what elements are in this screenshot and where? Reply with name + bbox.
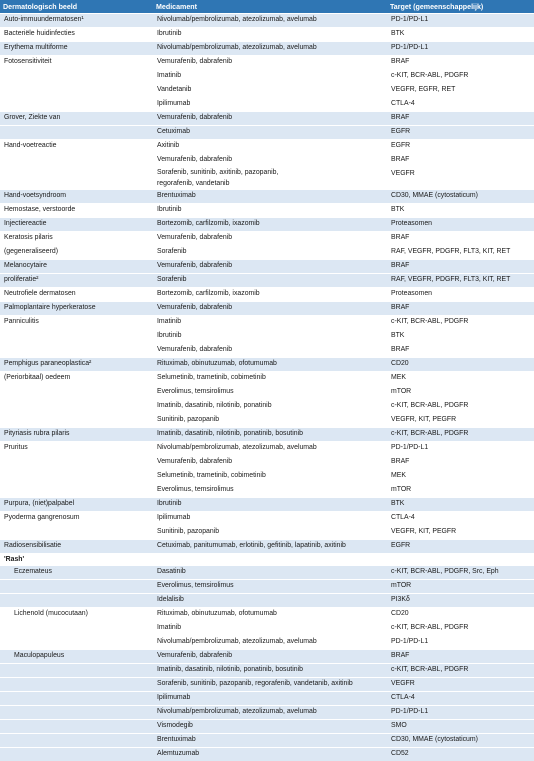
cell-medicament: Ipilimumab [153, 98, 387, 112]
cell-medicament: Imatinib, dasatinib, nilotinib, ponatinib [153, 400, 387, 414]
cell-medicament: Everolimus, temsirolimus [153, 386, 387, 400]
cell-dermatologisch-beeld [0, 678, 153, 692]
table-row [0, 302, 534, 316]
cell-target: BRAF [387, 302, 534, 316]
cell-dermatologisch-beeld: Melanocytaire [0, 260, 153, 274]
cell-medicament: Vemurafenib, dabrafenib [153, 302, 387, 316]
cell-dermatologisch-beeld [0, 168, 153, 190]
cell-target: c-KIT, BCR-ABL, PDGFR [387, 664, 534, 678]
cell-medicament: Everolimus, temsirolimus [153, 484, 387, 498]
cell-target: mTOR [387, 484, 534, 498]
cell-medicament: Bortezomib, carfilzomib, ixazomib [153, 218, 387, 232]
table-row [0, 400, 534, 414]
medicament-line: Sorafenib, sunitinib, axitinib, pazopanib, [157, 168, 384, 179]
cell-dermatologisch-beeld: Injectiereactie [0, 218, 153, 232]
table-row [0, 14, 534, 28]
table-row [0, 636, 534, 650]
table-row [0, 232, 534, 246]
cell-medicament: Rituximab, obinutuzumab, ofotumumab [153, 608, 387, 622]
cell-target: BRAF [387, 56, 534, 70]
cell-medicament: Vemurafenib, dabrafenib [153, 260, 387, 274]
table-row [0, 498, 534, 512]
cell-target: BRAF [387, 260, 534, 274]
cell-target: CTLA-4 [387, 692, 534, 706]
cell-medicament: Vemurafenib, dabrafenib [153, 650, 387, 664]
cell-dermatologisch-beeld: (gegeneraliseerd) [0, 246, 153, 260]
table-row [0, 594, 534, 608]
cell-target: BRAF [387, 154, 534, 168]
cell-dermatologisch-beeld [0, 98, 153, 112]
cell-medicament: Rituximab, obinutuzumab, ofotumumab [153, 358, 387, 372]
cell-medicament: Everolimus, temsirolimus [153, 580, 387, 594]
cell-target: EGFR [387, 140, 534, 154]
cell-target: PD-1/PD-L1 [387, 42, 534, 56]
cell-medicament [153, 554, 387, 566]
cell-medicament: Sorafenib, sunitinib, pazopanib, regorafenib, vandetanib, axitinib [153, 678, 387, 692]
cell-target: c-KIT, BCR-ABL, PDGFR [387, 70, 534, 84]
cell-target: CD20 [387, 358, 534, 372]
table-row [0, 428, 534, 442]
cell-medicament: Sorafenib [153, 246, 387, 260]
cell-dermatologisch-beeld [0, 734, 153, 748]
table-row [0, 112, 534, 126]
cell-target: PD-1/PD-L1 [387, 706, 534, 720]
cell-medicament: Vemurafenib, dabrafenib [153, 56, 387, 70]
cell-dermatologisch-beeld [0, 594, 153, 608]
table-row [0, 84, 534, 98]
cell-target: BTK [387, 28, 534, 42]
cell-dermatologisch-beeld [0, 526, 153, 540]
cell-target: BRAF [387, 650, 534, 664]
table-row [0, 608, 534, 622]
cell-dermatologisch-beeld: Hemostase, verstoorde [0, 204, 153, 218]
cell-dermatologisch-beeld [0, 330, 153, 344]
cell-dermatologisch-beeld [0, 580, 153, 594]
cell-dermatologisch-beeld: proliferatie² [0, 274, 153, 288]
cell-target: VEGFR, KIT, PEGFR [387, 414, 534, 428]
cell-dermatologisch-beeld: (Periorbitaal) oedeem [0, 372, 153, 386]
table-row [0, 56, 534, 70]
cell-target: PD-1/PD-L1 [387, 442, 534, 456]
table-row [0, 540, 534, 554]
cell-medicament: Ipilimumab [153, 512, 387, 526]
cell-medicament: Nivolumab/pembrolizumab, atezolizumab, avelumab [153, 706, 387, 720]
table-row [0, 664, 534, 678]
cell-target: c-KIT, BCR-ABL, PDGFR, Src, Eph [387, 566, 534, 580]
cell-dermatologisch-beeld: Auto-immuundermatosen¹ [0, 14, 153, 28]
cell-dermatologisch-beeld [0, 70, 153, 84]
cell-target: c-KIT, BCR-ABL, PDGFR [387, 400, 534, 414]
cell-target: CD20 [387, 608, 534, 622]
cell-dermatologisch-beeld: Radiosensibilisatie [0, 540, 153, 554]
cell-dermatologisch-beeld [0, 470, 153, 484]
cell-dermatologisch-beeld [0, 664, 153, 678]
cell-target: CTLA-4 [387, 512, 534, 526]
cell-dermatologisch-beeld: Maculopapuleus [0, 650, 153, 664]
cell-medicament: Selumetinib, trametinib, cobimetinib [153, 470, 387, 484]
cell-medicament: Vemurafenib, dabrafenib [153, 344, 387, 358]
cell-medicament: Vemurafenib, dabrafenib [153, 456, 387, 470]
cell-dermatologisch-beeld: Panniculitis [0, 316, 153, 330]
table-row [0, 526, 534, 540]
table-row [0, 512, 534, 526]
cell-dermatologisch-beeld: Hand-voetsyndroom [0, 190, 153, 204]
cell-medicament: Nivolumab/pembrolizumab, atezolizumab, avelumab [153, 636, 387, 650]
table-row [0, 678, 534, 692]
header-medicament: Medicament [153, 0, 387, 14]
table-row [0, 28, 534, 42]
cell-target: MEK [387, 372, 534, 386]
cell-medicament: Axitinib [153, 140, 387, 154]
cell-dermatologisch-beeld [0, 720, 153, 734]
cell-medicament: Nivolumab/pembrolizumab, atezolizumab, avelumab [153, 442, 387, 456]
cell-target: RAF, VEGFR, PDGFR, FLT3, KIT, RET [387, 274, 534, 288]
cell-medicament: Brentuximab [153, 190, 387, 204]
cell-dermatologisch-beeld [0, 636, 153, 650]
cell-medicament: Imatinib, dasatinib, nilotinib, ponatinib, bosutinib [153, 664, 387, 678]
cell-dermatologisch-beeld: Pityriasis rubra pilaris [0, 428, 153, 442]
cell-target: CD52 [387, 748, 534, 761]
cell-dermatologisch-beeld: Pemphigus paraneoplastica² [0, 358, 153, 372]
cell-dermatologisch-beeld [0, 344, 153, 358]
cell-dermatologisch-beeld: Bacteriële huidinfecties [0, 28, 153, 42]
cell-target: Proteasomen [387, 218, 534, 232]
cell-target: BRAF [387, 344, 534, 358]
table-row [0, 456, 534, 470]
medicament-line: regorafenib, vandetanib [157, 179, 384, 190]
cell-target: CTLA-4 [387, 98, 534, 112]
cell-medicament: Dasatinib [153, 566, 387, 580]
table-header-row [0, 0, 534, 14]
cell-target: Proteasomen [387, 288, 534, 302]
table-row [0, 140, 534, 154]
cell-target: BRAF [387, 456, 534, 470]
cell-dermatologisch-beeld: Lichenoïd (mucocutaan) [0, 608, 153, 622]
cell-target: c-KIT, BCR-ABL, PDGFR [387, 428, 534, 442]
cell-dermatologisch-beeld [0, 706, 153, 720]
cell-dermatologisch-beeld [0, 456, 153, 470]
cell-medicament: Ibrutinib [153, 28, 387, 42]
cell-target: SMO [387, 720, 534, 734]
table-body [0, 14, 534, 761]
cell-medicament: Idelalisib [153, 594, 387, 608]
cell-target: BRAF [387, 112, 534, 126]
cell-medicament: Sunitinib, pazopanib [153, 414, 387, 428]
table-row [0, 204, 534, 218]
cell-dermatologisch-beeld [0, 154, 153, 168]
cell-dermatologisch-beeld [0, 126, 153, 140]
cell-target: PI3Kδ [387, 594, 534, 608]
cell-medicament: Alemtuzumab [153, 748, 387, 761]
cell-medicament: Vemurafenib, dabrafenib [153, 112, 387, 126]
cell-medicament: Brentuximab [153, 734, 387, 748]
table-row [0, 372, 534, 386]
table-row [0, 706, 534, 720]
cell-medicament: Ibrutinib [153, 498, 387, 512]
table-row [0, 386, 534, 400]
cell-medicament: Vemurafenib, dabrafenib [153, 232, 387, 246]
table-row [0, 580, 534, 594]
table-row [0, 126, 534, 140]
cell-medicament: Imatinib [153, 316, 387, 330]
cell-dermatologisch-beeld: Fotosensitiviteit [0, 56, 153, 70]
cell-medicament: Cetuximab, panitumumab, erlotinib, gefitinib, lapatinib, axitinib [153, 540, 387, 554]
cell-target: VEGFR [387, 168, 534, 190]
cell-target: VEGFR, KIT, PEGFR [387, 526, 534, 540]
table-row [0, 734, 534, 748]
cell-target: EGFR [387, 540, 534, 554]
table-row [0, 288, 534, 302]
cell-dermatologisch-beeld: Pruritus [0, 442, 153, 456]
cell-dermatologisch-beeld [0, 622, 153, 636]
cell-medicament: Cetuximab [153, 126, 387, 140]
cell-medicament: Vandetanib [153, 84, 387, 98]
cell-target: PD-1/PD-L1 [387, 636, 534, 650]
cell-medicament: Vemurafenib, dabrafenib [153, 154, 387, 168]
cell-dermatologisch-beeld [0, 748, 153, 761]
cell-target: PD-1/PD-L1 [387, 14, 534, 28]
table-row [0, 70, 534, 84]
table-row [0, 246, 534, 260]
table-row [0, 274, 534, 288]
table-row [0, 650, 534, 664]
cell-medicament: Selumetinib, trametinib, cobimetinib [153, 372, 387, 386]
cell-dermatologisch-beeld: Purpura, (niet)palpabel [0, 498, 153, 512]
cell-medicament: Nivolumab/pembrolizumab, atezolizumab, avelumab [153, 14, 387, 28]
table-row [0, 358, 534, 372]
cell-target: mTOR [387, 580, 534, 594]
cell-medicament: Nivolumab/pembrolizumab, atezolizumab, avelumab [153, 42, 387, 56]
cell-dermatologisch-beeld: Erythema multiforme [0, 42, 153, 56]
table-row [0, 720, 534, 734]
cell-target: RAF, VEGFR, PDGFR, FLT3, KIT, RET [387, 246, 534, 260]
cell-target: EGFR [387, 126, 534, 140]
table-row [0, 154, 534, 168]
table-row [0, 218, 534, 232]
table-row [0, 260, 534, 274]
cell-target: MEK [387, 470, 534, 484]
cell-dermatologisch-beeld [0, 692, 153, 706]
cell-dermatologisch-beeld: Keratosis pilaris [0, 232, 153, 246]
table-row [0, 98, 534, 112]
cell-medicament: Imatinib [153, 70, 387, 84]
cell-target: BRAF [387, 232, 534, 246]
header-target: Target (gemeenschappelijk) [387, 0, 534, 14]
cell-target: CD30, MMAE (cytostaticum) [387, 734, 534, 748]
cell-medicament: Ibrutinib [153, 330, 387, 344]
cell-target: VEGFR [387, 678, 534, 692]
header-dermatologisch-beeld: Dermatologisch beeld [0, 0, 153, 14]
table-row [0, 330, 534, 344]
table-row [0, 168, 534, 190]
table-row [0, 414, 534, 428]
cell-dermatologisch-beeld: Hand-voetreactie [0, 140, 153, 154]
cell-dermatologisch-beeld [0, 400, 153, 414]
cell-dermatologisch-beeld: Eczemateus [0, 566, 153, 580]
cell-medicament: Sorafenib [153, 274, 387, 288]
table-row [0, 470, 534, 484]
cell-medicament: Imatinib, dasatinib, nilotinib, ponatinib, bosutinib [153, 428, 387, 442]
cell-dermatologisch-beeld: Grover, Ziekte van [0, 112, 153, 126]
cell-medicament: Bortezomib, carfilzomib, ixazomib [153, 288, 387, 302]
cell-dermatologisch-beeld: 'Rash' [0, 554, 153, 566]
table-row [0, 484, 534, 498]
table-row [0, 442, 534, 456]
cell-target: c-KIT, BCR-ABL, PDGFR [387, 622, 534, 636]
cell-target [387, 554, 534, 566]
cell-dermatologisch-beeld [0, 484, 153, 498]
table-row [0, 344, 534, 358]
cell-medicament: Sunitinib, pazopanib [153, 526, 387, 540]
cell-medicament: Ipilimumab [153, 692, 387, 706]
cell-target: BTK [387, 330, 534, 344]
cell-target: VEGFR, EGFR, RET [387, 84, 534, 98]
cell-dermatologisch-beeld [0, 414, 153, 428]
cell-target: mTOR [387, 386, 534, 400]
table-row [0, 692, 534, 706]
table-row [0, 566, 534, 580]
cell-medicament: Ibrutinib [153, 204, 387, 218]
table-row [0, 622, 534, 636]
table-row [0, 190, 534, 204]
cell-medicament [153, 168, 387, 190]
table-row [0, 748, 534, 761]
cell-dermatologisch-beeld [0, 386, 153, 400]
table-section-row [0, 554, 534, 566]
cell-dermatologisch-beeld: Palmoplantaire hyperkeratose [0, 302, 153, 316]
table-row [0, 42, 534, 56]
cell-target: BTK [387, 204, 534, 218]
cell-target: BTK [387, 498, 534, 512]
table-row [0, 316, 534, 330]
cell-dermatologisch-beeld: Neutrofiele dermatosen [0, 288, 153, 302]
cell-dermatologisch-beeld: Pyoderma gangrenosum [0, 512, 153, 526]
cell-dermatologisch-beeld [0, 84, 153, 98]
cell-target: CD30, MMAE (cytostaticum) [387, 190, 534, 204]
cell-medicament: Vismodegib [153, 720, 387, 734]
cell-target: c-KIT, BCR-ABL, PDGFR [387, 316, 534, 330]
cell-medicament: Imatinib [153, 622, 387, 636]
